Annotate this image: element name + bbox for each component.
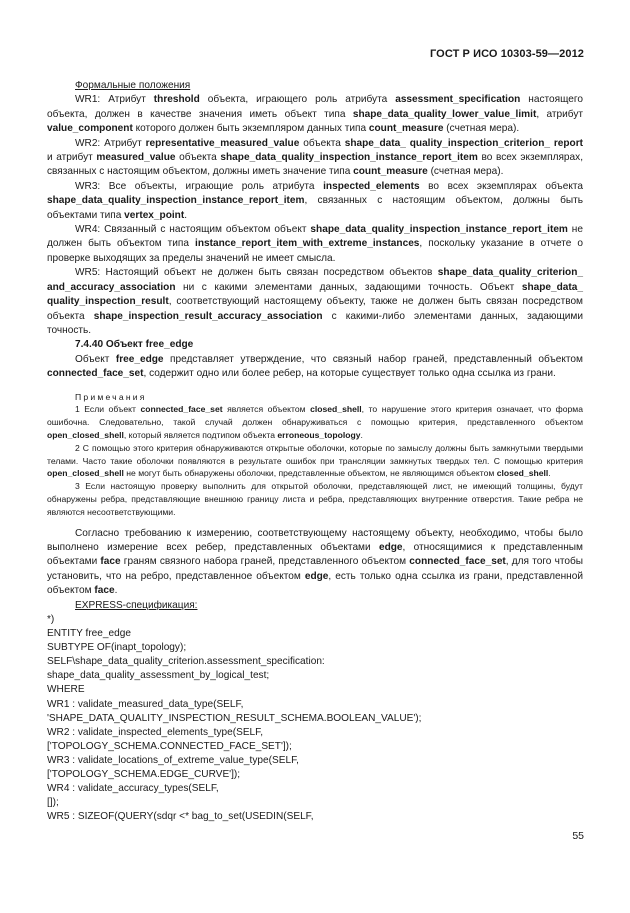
page-number: 55: [572, 830, 584, 842]
section-intro: Объект free_edge представляет утверждение, что связный набор граней, представленный объектом connected_face_set, содержит одно или более ребер, на которые существует только одна ссылка из грани.: [47, 353, 583, 380]
note-2: 2 С помощью этого критерия обнаруживаются открытые оболочки, которые по замыслу должны быть замкнутыми твердыми телами. Часто такие оболочки появляются в результате ошибок при трансляции замкнутых твердых тел. С помощью критерия open_closed_shell не могут быть обнаружены оболочки, представленные объектом, не являющимся объектом closed_shell.: [47, 442, 583, 479]
code-line: ['TOPOLOGY_SCHEMA.CONNECTED_FACE_SET']);: [47, 740, 292, 752]
spacer: [47, 519, 583, 527]
code-line: 'SHAPE_DATA_QUALITY_INSPECTION_RESULT_SCHEMA.BOOLEAN_VALUE');: [47, 712, 422, 724]
rule-wr2: WR2: Атрибут representative_measured_value объекта shape_data_ quality_inspection_criterion_ report и атрибут measured_value объекта shape_data_quality_inspection_instance_report_item во всех экземплярах, связанных с настоящим объектом, должны иметь значение типа count_measure (счетная мера).: [47, 137, 583, 178]
formal-heading: Формальные положения: [75, 80, 191, 91]
page-content: [47, 79, 583, 824]
code-line: ['TOPOLOGY_SCHEMA.EDGE_CURVE']);: [47, 768, 241, 780]
standard-header: ГОСТ Р ИСО 10303-59—2012: [429, 48, 584, 60]
express-code: [47, 613, 583, 824]
code-line: []);: [47, 797, 59, 809]
code-line: SUBTYPE OF(inapt_topology);: [47, 642, 187, 654]
code-line: WR1 : validate_measured_data_type(SELF,: [47, 698, 244, 710]
rule-wr4: WR4: Связанный с настоящим объектом объект shape_data_quality_inspection_instance_report_item не должен быть объектом типа instance_report_item_with_extreme_instances, поскольку указание в отчете о проверке выходящих за пределы значений не имеет смысла.: [47, 224, 583, 264]
code-line: shape_data_quality_assessment_by_logical_test;: [47, 670, 270, 682]
code-line: WR2 : validate_inspected_elements_type(SELF,: [47, 726, 264, 738]
code-line: SELF\shape_data_quality_criterion.assessment_specification:: [47, 656, 325, 668]
express-heading: EXPRESS-спецификация:: [75, 599, 198, 611]
section-title: 7.4.40 Объект free_edge: [75, 339, 194, 351]
rule-wr3: WR3: Все объекты, играющие роль атрибута inspected_elements во всех экземплярах объекта shape_data_quality_inspection_instance_report_item, связанных с настоящим объектом, должны быть объектами типа vertex_point.: [47, 180, 583, 221]
note-1: 1 Если объект connected_face_set является объектом closed_shell, то нарушение этого критерия означает, что форма ошибочна. Следовательно, такой случай должен обнаруживаться с помощью критерия, представленного объектом open_closed_shell, который является подтипом объекта erroneous_topology.: [47, 404, 583, 440]
measurement-paragraph: Согласно требованию к измерению, соответствующему настоящему объекту, необходимо, чтобы было выполнено измерение всех ребер, представленных объектами edge, относящимися к представленным объектами face граням связного набора граней, представленного объектом connected_face_set, для того чтобы установить, что на ребро, представленное объектом edge, есть только одна ссылка из грани, представленной объектом face.: [47, 527, 583, 597]
code-line: WR3 : validate_locations_of_extreme_value_type(SELF,: [47, 754, 299, 766]
rule-wr5: WR5: Настоящий объект не должен быть связан посредством объектов shape_data_quality_criterion_ and_accuracy_association ни с какими элементами данных, задающими точность. Объект shape_data_ quality_inspection_result, соответствующий настоящему объекту, также не должен быть связан посредством объекта shape_inspection_result_accuracy_association с какими-либо элементами данных, задающими точность.: [47, 267, 583, 336]
code-line: WR4 : validate_accuracy_types(SELF,: [47, 783, 219, 795]
note-3: 3 Если настоящую проверку выполнить для открытой оболочки, представляющей лист, не имеющий толщины, будут обнаружены ребра, представляющие внешнюю границу листа и ребра, представляющих внутренние отверстия. Такие ребра не являются несоответствующими.: [47, 481, 583, 517]
code-line: ENTITY free_edge: [47, 628, 131, 640]
code-line: WR5 : SIZEOF(QUERY(sdqr <* bag_to_set(USEDIN(SELF,: [47, 811, 314, 823]
code-line: WHERE: [47, 684, 85, 696]
notes-heading: Примечания: [75, 391, 147, 402]
code-line: *): [47, 613, 55, 625]
rule-wr1: WR1: Атрибут threshold объекта, играющего роль атрибута assessment_specification настоящего объекта, должен в качестве значения иметь объект типа shape_data_quality_lower_value_limit, атрибут value_component которого должен быть экземпляром данных типа count_measure (счетная мера).: [47, 94, 584, 135]
